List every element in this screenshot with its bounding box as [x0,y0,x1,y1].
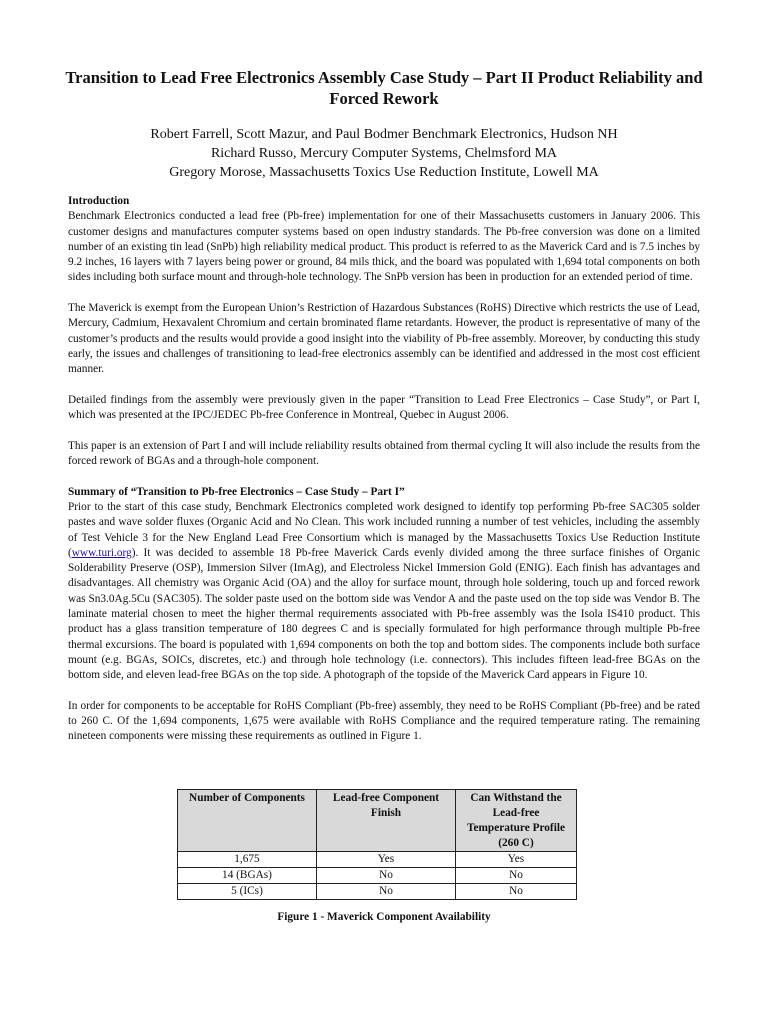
table-row [178,868,577,884]
table-cell: No [456,884,577,900]
paper-body [68,194,700,760]
paragraph-text: Prior to the start of this case study, Benchmark Electronics completed work designed to identify top performing Pb-free SAC305 solder pastes and wave solder fluxes (Organic Acid and No Clean. This work included running a number of test vehicles, including the assembly of Test Vehicle 3 for the New England Lead Free Consortium which is managed by the Massachusetts Toxics Use Reduction Institute ( [68,500,700,559]
paragraph: This paper is an extension of Part I and will include reliability results obtained from thermal cycling It will also include the results from the forced rework of BGAs and a through-hole component. [68,439,700,468]
table-cell: 5 (ICs) [178,884,317,900]
table-header-row [178,790,577,852]
table-cell: Yes [456,852,577,868]
paragraph-text: ). It was decided to assemble 18 Pb-free Maverick Cards evenly divided among the three surface finishes of Organic Solderability Preserve (OSP), Immersion Silver (ImAg), and Electroless Nickel Immersion Gold (ENIG). Each finish has advantages and disadvantages. All chemistry was Organic Acid (OA) and the alloy for surface mount, through hole soldering, touch up and forced rework was Sn3.0Ag.5Cu (SAC305). The solder paste used on the bottom side was Vendor A and the paste used on the top side was Vendor B. The laminate material chosen to meet the higher thermal requirements associated with Pb-free assembly was the Isola IS410 product. This product has a glass transition temperature of 180 degrees C and is specially formulated for high performance through multiple Pb-free thermal excursions. The board is populated with 1,694 components on both the top and bottom sides. The components include both surface mount (e.g. BGAs, SOICs, discretes, etc.) and through hole technology (i.e. connectors). This includes fifteen lead-free BGAs on the bottom side, and eleven lead-free BGAs on the top side. A photograph of the topside of the Maverick Card appears in Figure 10. [68,546,700,682]
paragraph: In order for components to be acceptable for RoHS Compliant (Pb-free) assembly, they need to be RoHS Compliant (Pb-free) and be rated to 260 C. Of the 1,694 components, 1,675 were available with RoHS Compliance and the required temperature rating. The remaining nineteen components were missing these requirements as outlined in Figure 1. [68,699,700,743]
table-cell: No [317,884,456,900]
paragraph: The Maverick is exempt from the European Union’s Restriction of Hazardous Substances (RoHS) Directive which restricts the use of Lead, Mercury, Cadmium, Hexavalent Chromium and certain brominated flame retardants. However, the product is representative of many of the customer’s products and the results would provide a good insight into the viability of Pb-free assembly. Moreover, by conducting this study early, the issues and challenges of transitioning to lead-free electronics assembly can be identified and addressed in the most cost efficient manner. [68,302,700,376]
column-header: Lead-free Component Finish [317,790,456,852]
author-block [60,125,708,182]
table-cell: No [456,868,577,884]
table-row [178,852,577,868]
table-cell: No [317,868,456,884]
table-row [178,884,577,900]
table-cell: 14 (BGAs) [178,868,317,884]
author-line: Robert Farrell, Scott Mazur, and Paul Bodmer Benchmark Electronics, Hudson NH [150,127,618,142]
component-availability-table [177,789,577,900]
paragraph [68,500,700,684]
section-heading-introduction: Introduction [68,195,130,207]
table-cell: 1,675 [178,852,317,868]
paper-title: Transition to Lead Free Electronics Assembly Case Study – Part II Product Reliability and Forced Rework [65,68,703,108]
paragraph: Benchmark Electronics conducted a lead free (Pb-free) implementation for one of their Massachusetts customers in January 2006. This customer designs and manufactures computer systems based on open industry standards. The Pb-free conversion was done on a limited number of an existing tin lead (SnPb) high reliability medical product. This product is referred to as the Maverick Card and is 7.5 inches by 9.2 inches, 16 layers with 7 layers being power or ground, 84 mils thick, and the board was populated with 1,694 total components on both sides including both surface mount and through-hole technology. The SnPb version has been in production for an extended period of time. [68,210,700,284]
paragraph: Detailed findings from the assembly were previously given in the paper “Transition to Lead Free Electronics – Case Study”, or Part I, which was presented at the IPC/JEDEC Pb-free Conference in Montreal, Quebec in August 2006. [68,393,700,422]
turi-link[interactable]: www.turi.org [71,546,132,559]
author-line: Gregory Morose, Massachusetts Toxics Use Reduction Institute, Lowell MA [169,165,599,180]
column-header: Can Withstand the Lead-free Temperature Profile (260 C) [456,790,577,852]
section-heading-summary: Summary of “Transition to Pb-free Electronics – Case Study – Part I” [68,485,405,498]
author-line: Richard Russo, Mercury Computer Systems, Chelmsford MA [210,146,558,161]
figure-caption: Figure 1 - Maverick Component Availability [277,911,491,923]
table-cell: Yes [317,852,456,868]
column-header: Number of Components [178,790,317,852]
